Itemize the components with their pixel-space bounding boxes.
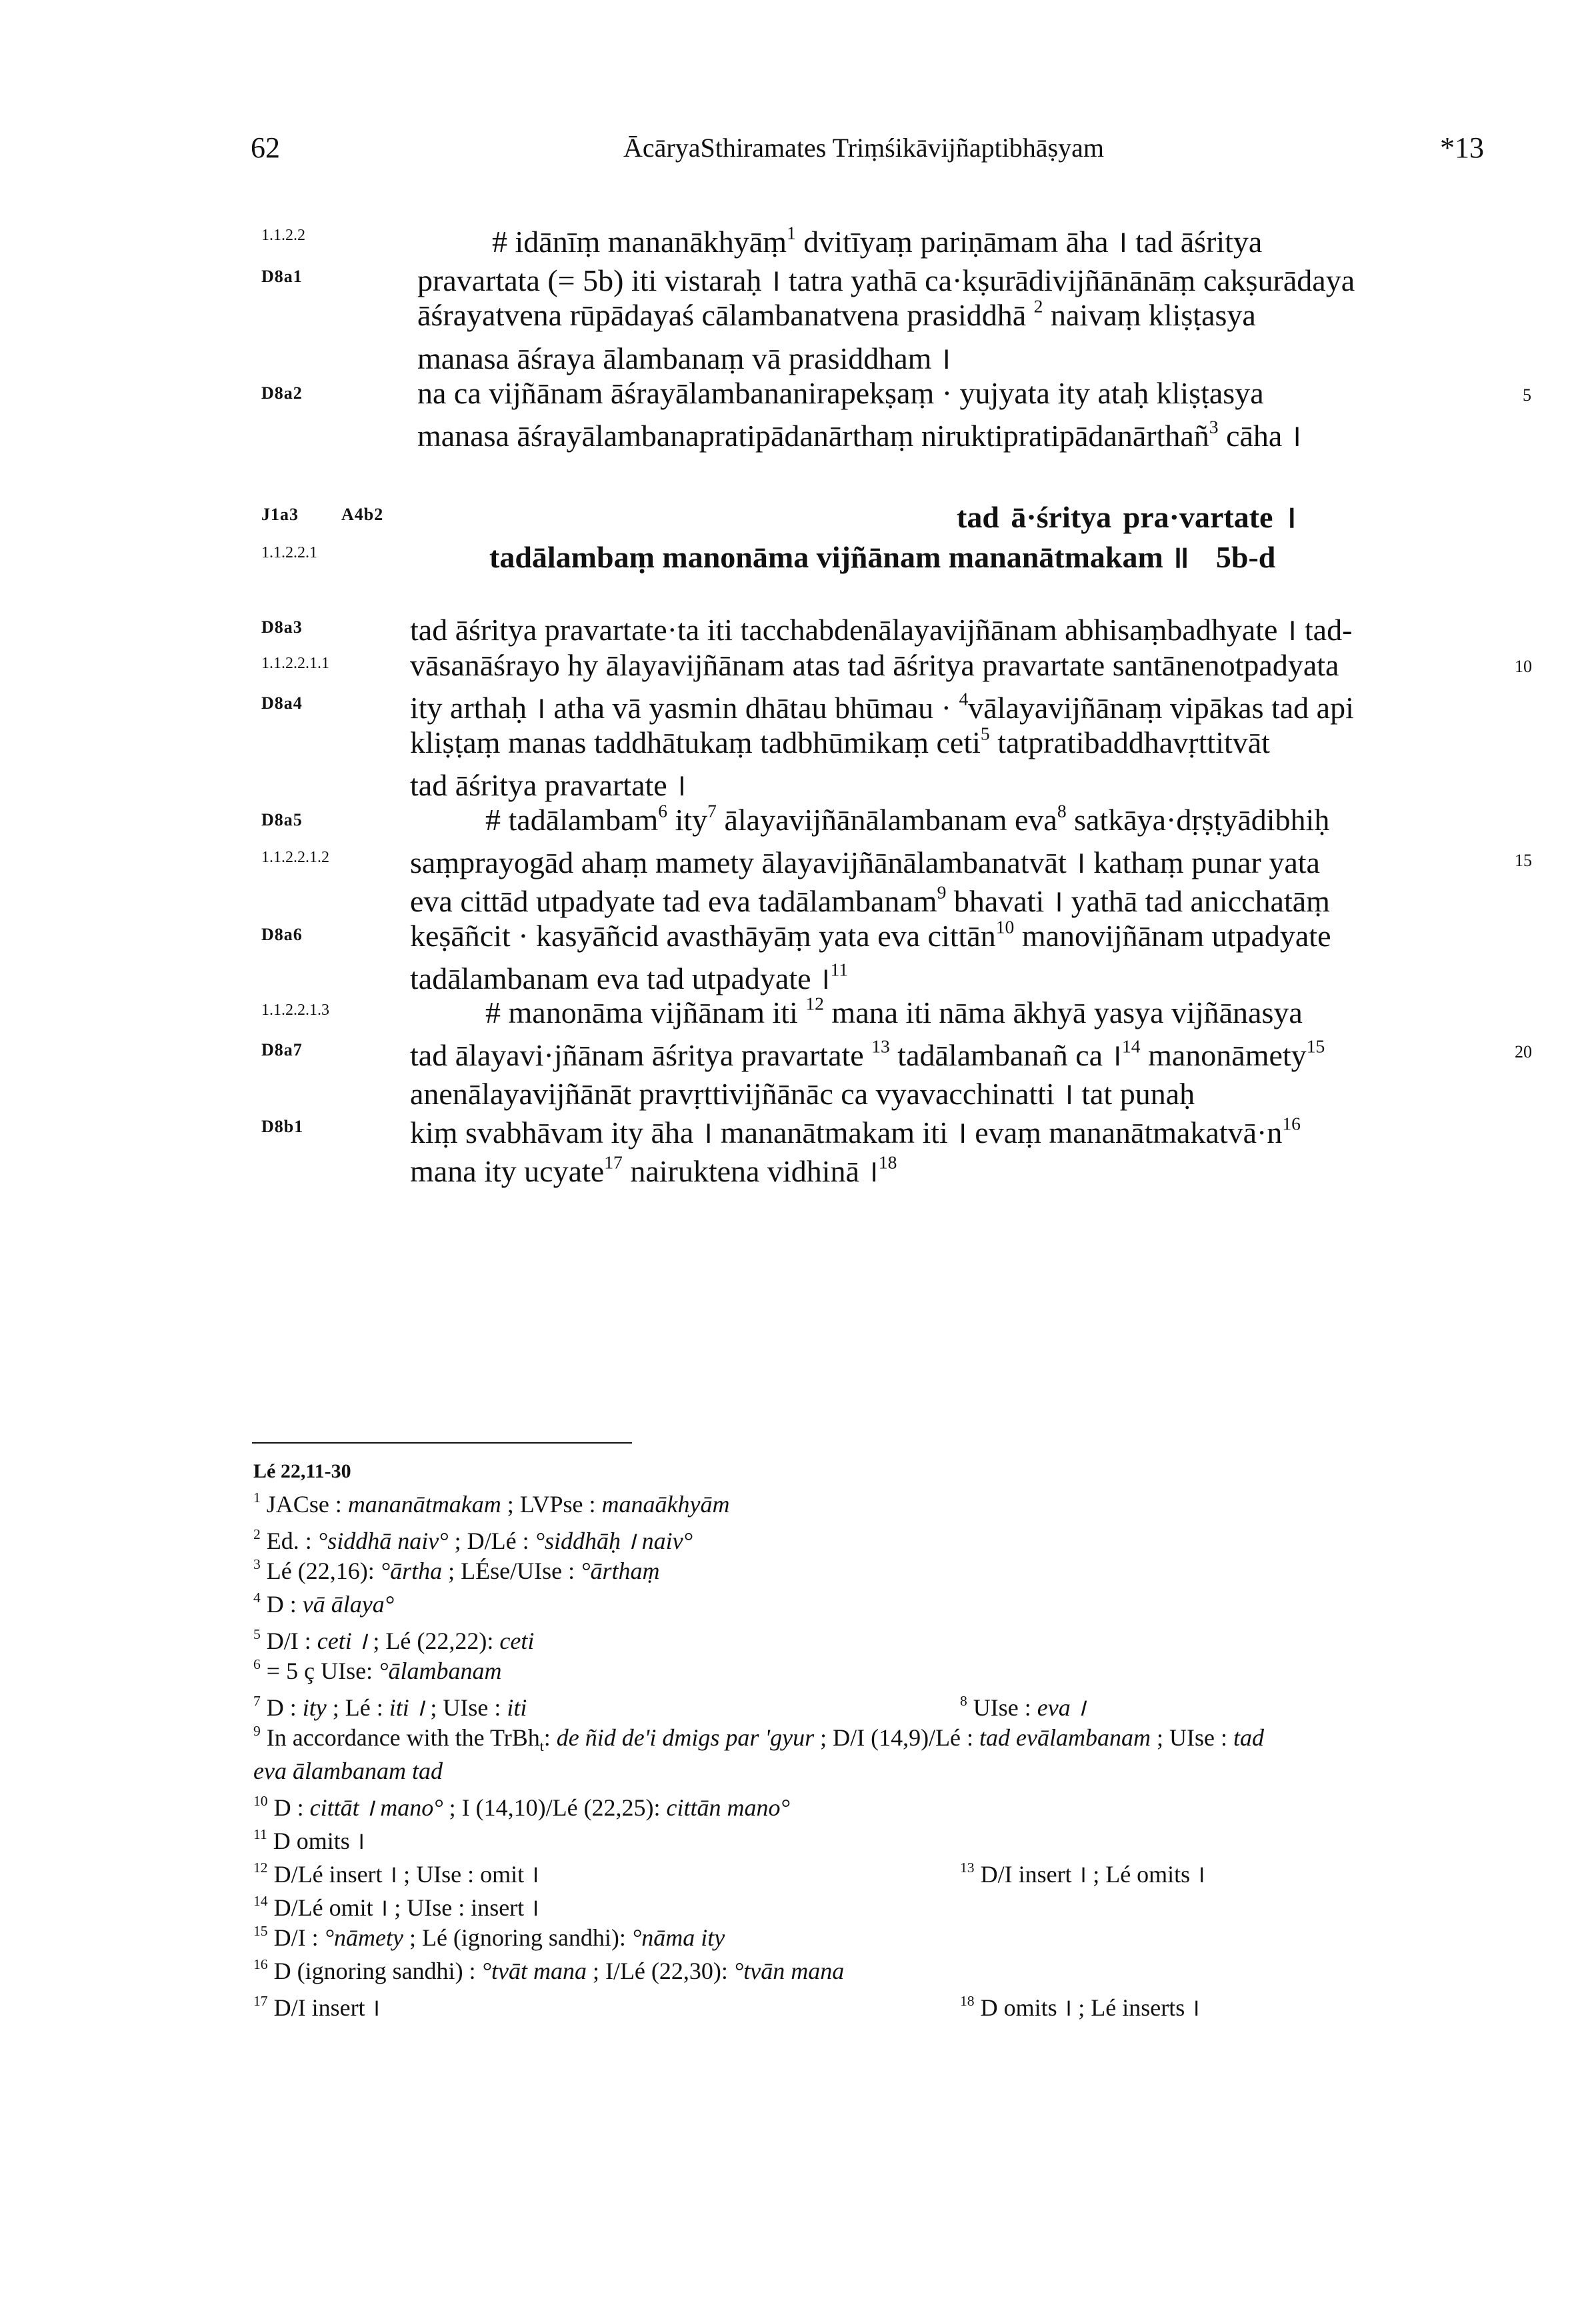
footnote: $^6$ = 5 ç UIse: °ālambanam <box>253 1656 502 1684</box>
line-number: 20 <box>1515 1042 1532 1061</box>
footnote: $^{11}$ D omits । <box>253 1826 365 1854</box>
margin-ref: 1.1.2.2.1.2 <box>261 849 329 866</box>
margin-ref: D8a6 <box>261 925 303 944</box>
text-line: saṃprayogād ahaṃ mamety ālayavijñānālambanatvāt । kathaṃ punar yata <box>410 845 1320 879</box>
footnote: $^{16}$ D (ignoring sandhi) : °tvāt mana ; I/Lé (22,30): °tvān mana <box>253 1956 845 1984</box>
verse-line-1: tad ā·śritya pra·vartate । <box>957 500 1297 534</box>
margin-ref: J1a3 <box>261 505 299 524</box>
footnote: $^{17}$ D/I insert । <box>253 1992 381 2021</box>
text-line: pravartata (= 5b) iti vistaraḥ । tatra yathā ca·kṣurādivijñānānāṃ cakṣurādaya <box>417 263 1355 297</box>
text-line: keṣāñcit · kasyāñcid avasthāyāṃ yata eva cittān$^{10}$ manovijñānam utpadyate <box>410 916 1331 953</box>
text-line: na ca vijñānam āśrayālambananirapekṣaṃ · yujyata ity ataḥ kliṣṭasya <box>417 376 1264 410</box>
verse-line-2: tadālambaṃ manonāma vijñānam mananātmakam ॥ 5b-d <box>489 540 1276 574</box>
margin-ref: D8a3 <box>261 617 303 637</box>
text-line: vāsanāśrayo hy ālayavijñānam atas tad āśritya pravartate santānenotpadyata <box>410 648 1339 682</box>
footnote: $^5$ D/I : ceti । ; Lé (22,22): ceti <box>253 1626 535 1654</box>
footnote: $^2$ Ed. : °siddhā naiv° ; D/Lé : °siddhāḥ । naiv° <box>253 1526 693 1554</box>
footnote: $^7$ D : ity ; Lé : iti । ; UIse : iti <box>253 1692 527 1721</box>
text-line: eva cittād utpadyate tad eva tadālambanam$^9$ bhavati । yathā tad anicchatāṃ <box>410 881 1330 918</box>
text-line: anenālayavijñānāt pravṛttivijñānāc ca vyavacchinatti । tat punaḥ <box>410 1077 1195 1111</box>
text-line: kliṣṭaṃ manas taddhātukaṃ tadbhūmikaṃ ceti$^5$ tatpratibaddhavṛttitvāt <box>410 723 1270 759</box>
text-line: # idānīṃ mananākhyāṃ$^1$ dvitīyaṃ pariṇāmam āha । tad āśritya <box>492 222 1263 259</box>
footnote-rule <box>252 1442 632 1444</box>
page-number: 62 <box>251 131 280 164</box>
footnote: $^4$ D : vā ālaya° <box>253 1589 395 1618</box>
margin-ref: D8a2 <box>261 383 303 403</box>
footnote-heading: Lé 22,11-30 <box>253 1460 351 1482</box>
line-number: 5 <box>1523 385 1531 405</box>
section-tag: *13 <box>1440 131 1484 164</box>
line-number: 10 <box>1515 657 1532 676</box>
margin-ref: 1.1.2.2 <box>261 227 305 244</box>
line-number: 15 <box>1515 851 1532 870</box>
footnote: $^8$ UIse : eva । <box>960 1692 1086 1721</box>
text-line: kiṃ svabhāvam ity āha । mananātmakam iti । evaṃ $mananātmakatvā\cdot n^{16}$ <box>410 1113 1301 1149</box>
text-line: manasa āśrayālambanapratipādanārthaṃ niruktipratipādanārthañ$^3$ cāha । <box>417 416 1302 453</box>
footnote: $^{10}$ D : cittāt । mano° ; I (14,10)/Lé (22,25): cittān mano° <box>253 1792 790 1821</box>
margin-ref: 1.1.2.2.1.3 <box>261 1001 329 1019</box>
margin-ref: D8a1 <box>261 267 303 286</box>
verse-ref: 5b-d <box>1215 540 1276 574</box>
margin-ref: A4b2 <box>341 505 384 524</box>
text-line: ity arthaḥ । atha vā yasmin dhātau bhūmau · $^4$vālayavijñānaṃ vipākas tad api <box>410 688 1354 725</box>
footnote: $^{12}$ D/Lé insert । ; UIse : omit । <box>253 1859 539 1888</box>
text-line: āśrayatvena rūpādayaś cālambanatvena prasiddhā $^2$ naivaṃ kliṣṭasya <box>417 295 1256 332</box>
footnote: $^{18}$ D omits । ; Lé inserts । <box>960 1992 1200 2021</box>
text-line: tadālambanam eva tad utpadyate ।$^{11}$ <box>410 959 849 995</box>
footnote: $^{14}$ D/Lé omit । ; UIse : insert । <box>253 1892 539 1921</box>
running-title: ĀcāryaSthiramates Triṃśikāvijñaptibhāṣyam <box>623 133 1104 163</box>
footnote: $^1$ JACse : mananātmakam ; LVPse : manaākhyām <box>253 1489 730 1518</box>
text-line: # manonāma vijñānam iti $^{12}$ mana iti nāma ākhyā yasya vijñānasya <box>485 993 1303 1029</box>
margin-ref: D8a4 <box>261 693 303 713</box>
margin-ref: 1.1.2.2.1.1 <box>261 655 329 672</box>
footnote: $^3$ Lé (22,16): °ārtha ; LÉse/UIse : °ārthaṃ <box>253 1556 660 1584</box>
text-line: tad āśritya pravartate । <box>410 768 687 802</box>
text-line: manasa āśraya ālambanaṃ vā prasiddham । <box>417 341 951 375</box>
text-line: tad āśritya pravartate·ta iti tacchabdenālayavijñānam abhisaṃbadhyate । tad- <box>410 613 1353 647</box>
footnote: $^9$ In accordance with the TrBh$_t$: de ñid de'i dmigs par 'gyur ; D/I (14,9)/Lé : tad evālambanam ; UIse : tad <box>253 1722 1265 1755</box>
footnote: $^{15}$ D/I : °nāmety ; Lé (ignoring sandhi): °nāma ity <box>253 1922 725 1951</box>
text-line: # tadālambam$^6$ ity$^7$ ālayavijñānālambanam eva$^8$ satkāya·dṛṣṭyādibhiḥ <box>485 800 1330 837</box>
margin-ref: D8a7 <box>261 1040 303 1059</box>
text-line: mana ity ucyate$^{17}$ nairuktena vidhinā ।$^{18}$ <box>410 1151 897 1188</box>
text-line: tad ālayavi·jñānam āśritya pravartate $^{13}$ tadālambanañ ca ।$^{14}$ manonāmety$^{15}$ <box>410 1035 1325 1072</box>
footnote: $^{13}$ D/I insert । ; Lé omits । <box>960 1859 1205 1888</box>
margin-ref: D8a5 <box>261 810 303 829</box>
footnote-continuation: eva ālambanam tad <box>253 1758 443 1784</box>
margin-ref: 1.1.2.2.1 <box>261 544 317 561</box>
margin-ref: D8b1 <box>261 1117 304 1136</box>
